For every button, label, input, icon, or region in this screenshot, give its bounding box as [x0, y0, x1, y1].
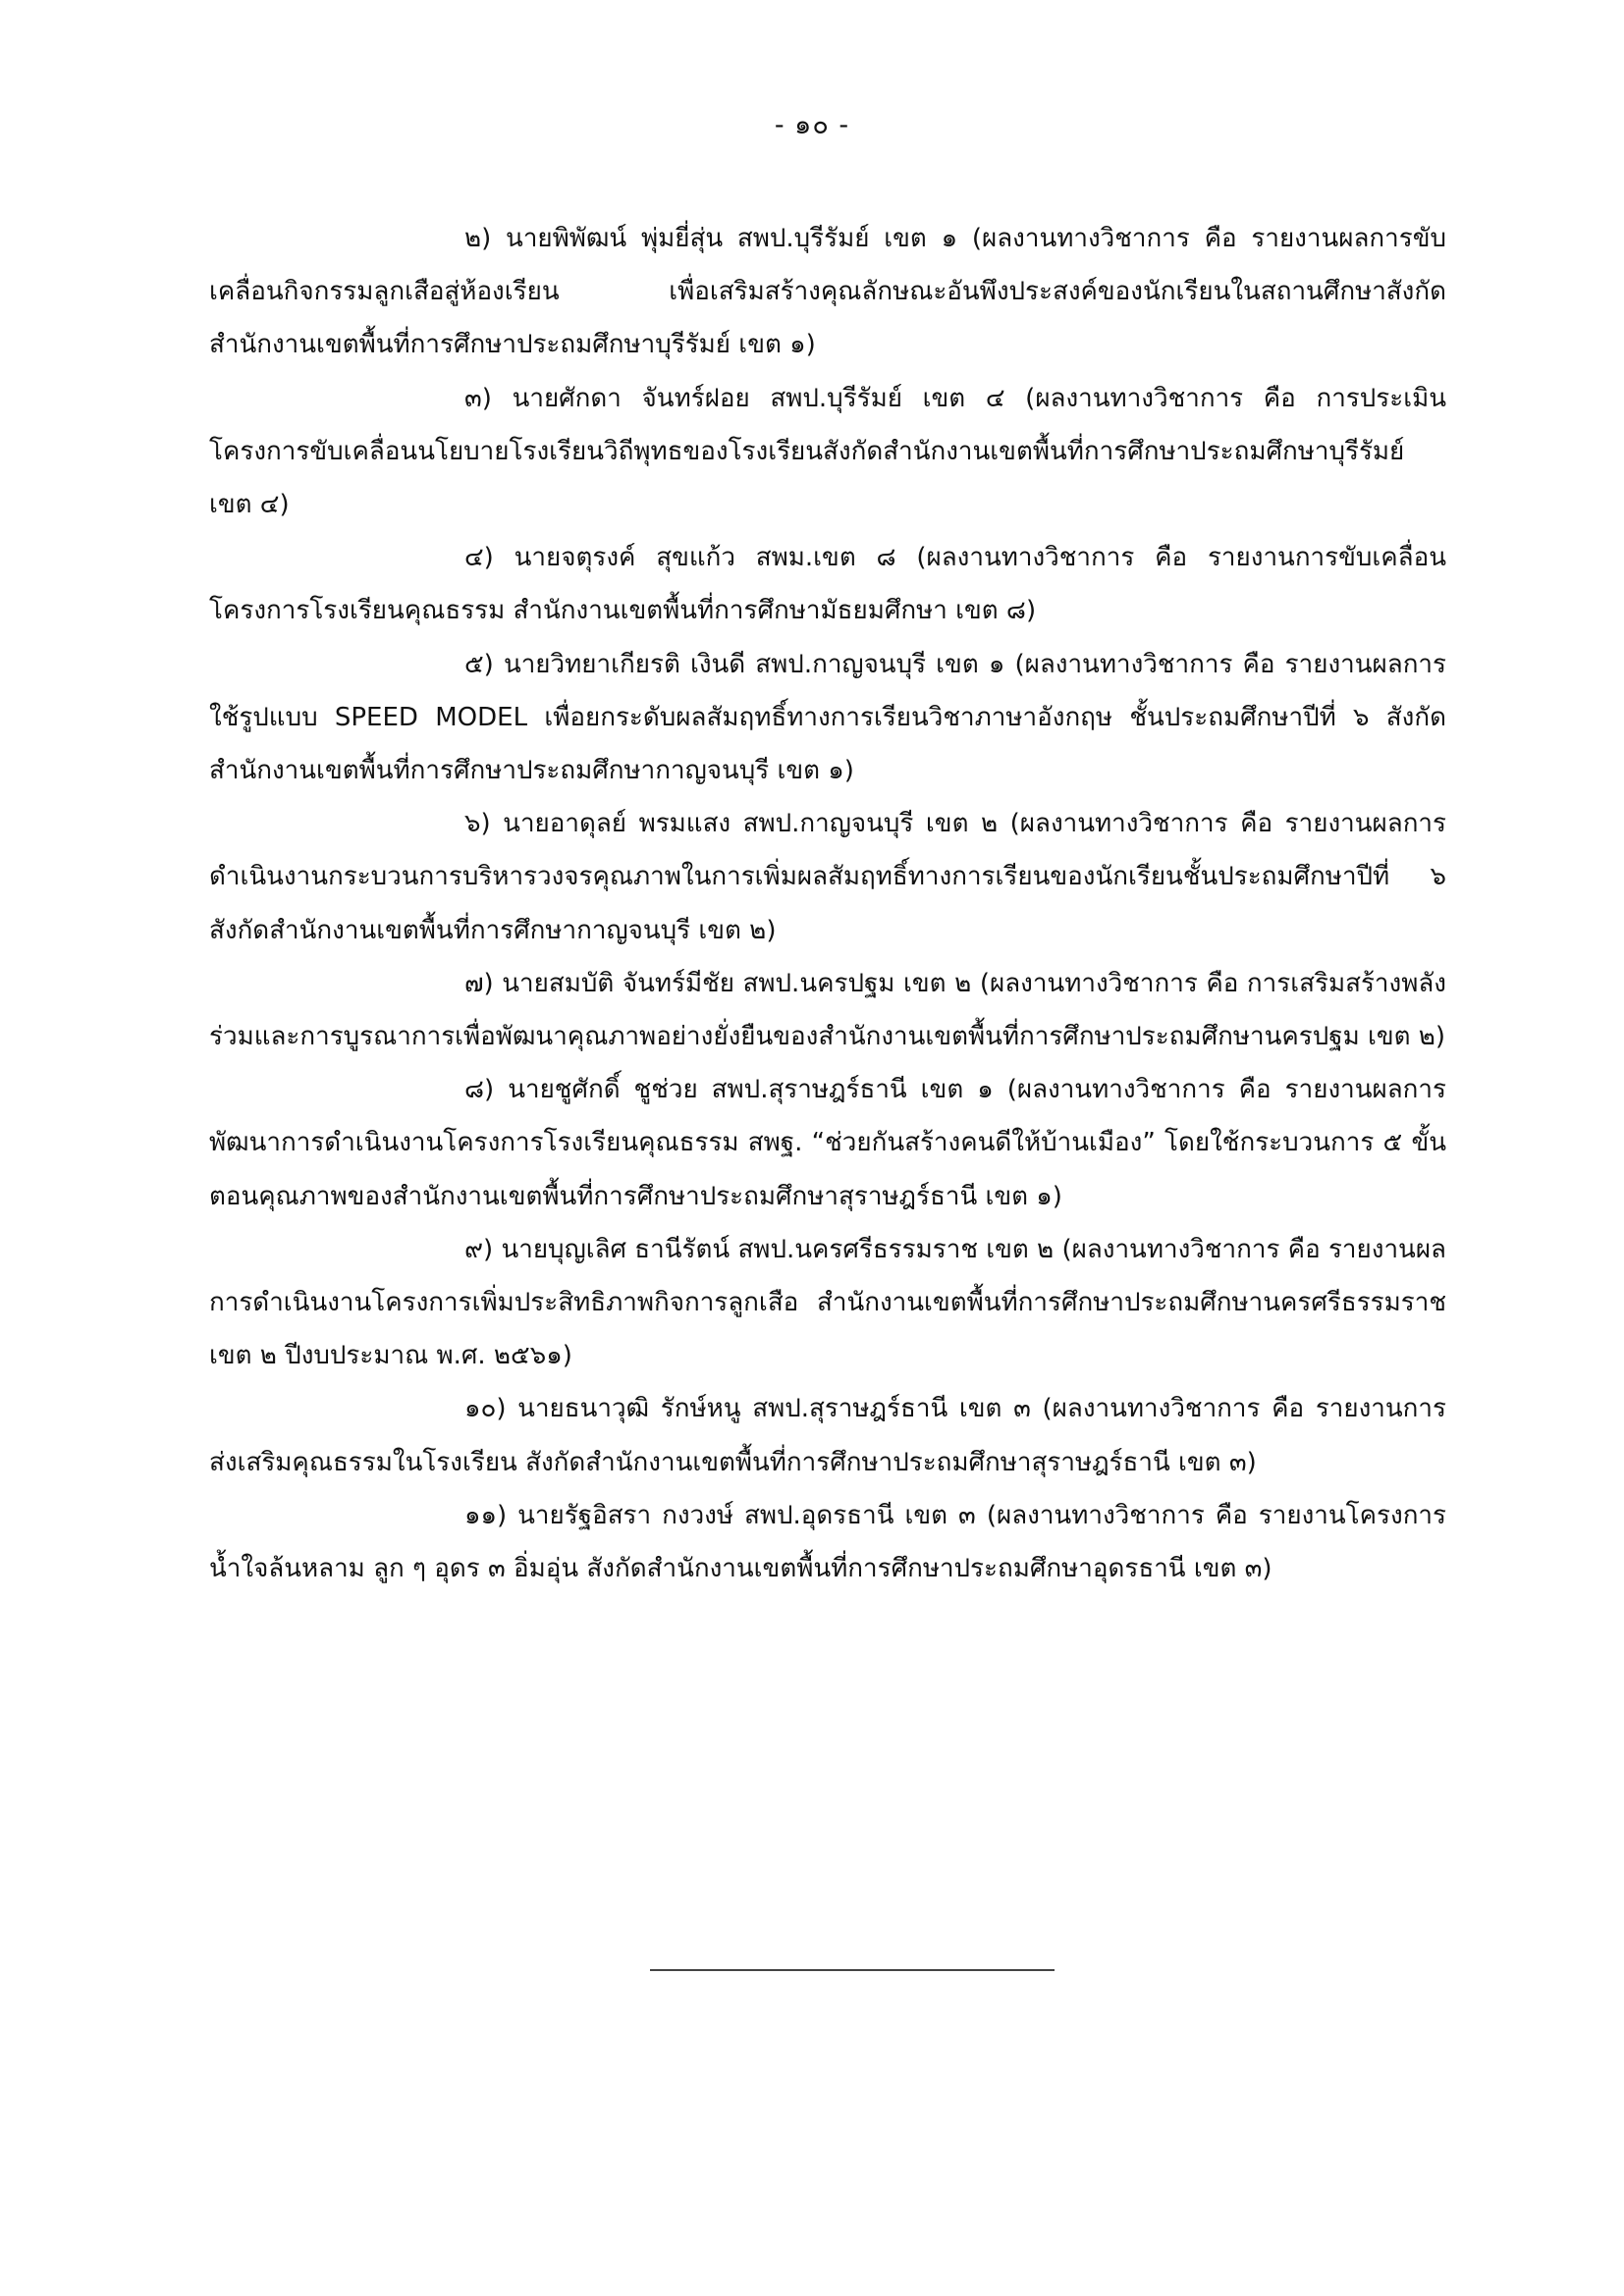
- list-item: ๑๐) นายธนาวุฒิ รักษ์หนู สพป.สุราษฎร์ธานี เขต ๓ (ผลงานทางวิชาการ คือ รายงานการส่งเสริมคุณธรรมในโรงเรียน สังกัดสำนักงานเขตพื้นที่การศึกษาประถมศึกษาสุราษฎร์ธานี เขต ๓): [209, 1394, 1446, 1477]
- list-item: ๖) นายอาดุลย์ พรมแสง สพป.กาญจนบุรี เขต ๒ (ผลงานทางวิชาการ คือ รายงานผลการดำเนินงานกระบวนการบริหารวงจรคุณภาพในการเพิ่มผลสัมฤทธิ์ทางการเรียนของนักเรียนชั้นประถมศึกษาปีที่ ๖ สังกัดสำนักงานเขตพื้นที่การศึกษากาญจนบุรี เขต ๒): [209, 809, 1446, 945]
- list-item: ๓) นายศักดา จันทร์ฝอย สพป.บุรีรัมย์ เขต ๔ (ผลงานทางวิชาการ คือ การประเมินโครงการขับเคลื่อนนโยบายโรงเรียนวิถีพุทธของโรงเรียนสังกัดสำนักงานเขตพื้นที่การศึกษาประถมศึกษาบุรีรัมย์ เขต ๔): [209, 383, 1446, 520]
- list-item: ๒) นายพิพัฒน์ พุ่มยี่สุ่น สพป.บุรีรัมย์ เขต ๑ (ผลงานทางวิชาการ คือ รายงานผลการขับเคลื่อนกิจกรรมลูกเสือสู่ห้องเรียน เพื่อเสริมสร้างคุณลักษณะอันพึงประสงค์ของนักเรียนในสถานศึกษาสังกัดสำนักงานเขตพื้นที่การศึกษาประถมศึกษาบุรีรัมย์ เขต ๑): [209, 224, 1446, 360]
- list-item: ๗) นายสมบัติ จันทร์มีชัย สพป.นครปฐม เขต ๒ (ผลงานทางวิชาการ คือ การเสริมสร้างพลังร่วมและการบูรณาการเพื่อพัฒนาคุณภาพอย่างยั่งยืนของสำนักงานเขตพื้นที่การศึกษาประถมศึกษานครปฐม เขต ๒): [209, 968, 1446, 1052]
- list-item: ๘) นายชูศักดิ์ ชูช่วย สพป.สุราษฎร์ธานี เขต ๑ (ผลงานทางวิชาการ คือ รายงานผลการพัฒนาการดำเนินงานโครงการโรงเรียนคุณธรรม สพฐ. “ช่วยกันสร้างคนดีให้บ้านเมือง” โดยใช้กระบวนการ ๕ ขั้นตอนคุณภาพของสำนักงานเขตพื้นที่การศึกษาประถมศึกษาสุราษฎร์ธานี เขต ๑): [209, 1075, 1446, 1211]
- list-item: ๙) นายบุญเลิศ ธานีรัตน์ สพป.นครศรีธรรมราช เขต ๒ (ผลงานทางวิชาการ คือ รายงานผลการดำเนินงานโครงการเพิ่มประสิทธิภาพกิจการลูกเสือ สำนักงานเขตพื้นที่การศึกษาประถมศึกษานครศรีธรรมราช เขต ๒ ปีงบประมาณ พ.ศ. ๒๕๖๑): [209, 1234, 1446, 1371]
- list-item: ๑๑) นายรัฐอิสรา กงวงษ์ สพป.อุดรธานี เขต ๓ (ผลงานทางวิชาการ คือ รายงานโครงการน้ำใจล้นหลาม ลูก ๆ อุดร ๓ อิ่มอุ่น สังกัดสำนักงานเขตพื้นที่การศึกษาประถมศึกษาอุดรธานี เขต ๓): [209, 1500, 1446, 1584]
- document-body: [209, 212, 1446, 1595]
- end-divider: [650, 1969, 1055, 1971]
- list-item: ๔) นายจตุรงค์ สุขแก้ว สพม.เขต ๘ (ผลงานทางวิชาการ คือ รายงานการขับเคลื่อนโครงการโรงเรียนคุณธรรม สำนักงานเขตพื้นที่การศึกษามัธยมศึกษา เขต ๘): [209, 543, 1447, 626]
- list-item: ๕) นายวิทยาเกียรติ เงินดี สพป.กาญจนบุรี เขต ๑ (ผลงานทางวิชาการ คือ รายงานผลการใช้รูปแบบ SPEED MODEL เพื่อยกระดับผลสัมฤทธิ์ทางการเรียนวิชาภาษาอังกฤษ ชั้นประถมศึกษาปีที่ ๖ สังกัดสำนักงานเขตพื้นที่การศึกษาประถมศึกษากาญจนบุรี เขต ๑): [209, 649, 1446, 786]
- page-number: - ๑๐ -: [774, 110, 850, 140]
